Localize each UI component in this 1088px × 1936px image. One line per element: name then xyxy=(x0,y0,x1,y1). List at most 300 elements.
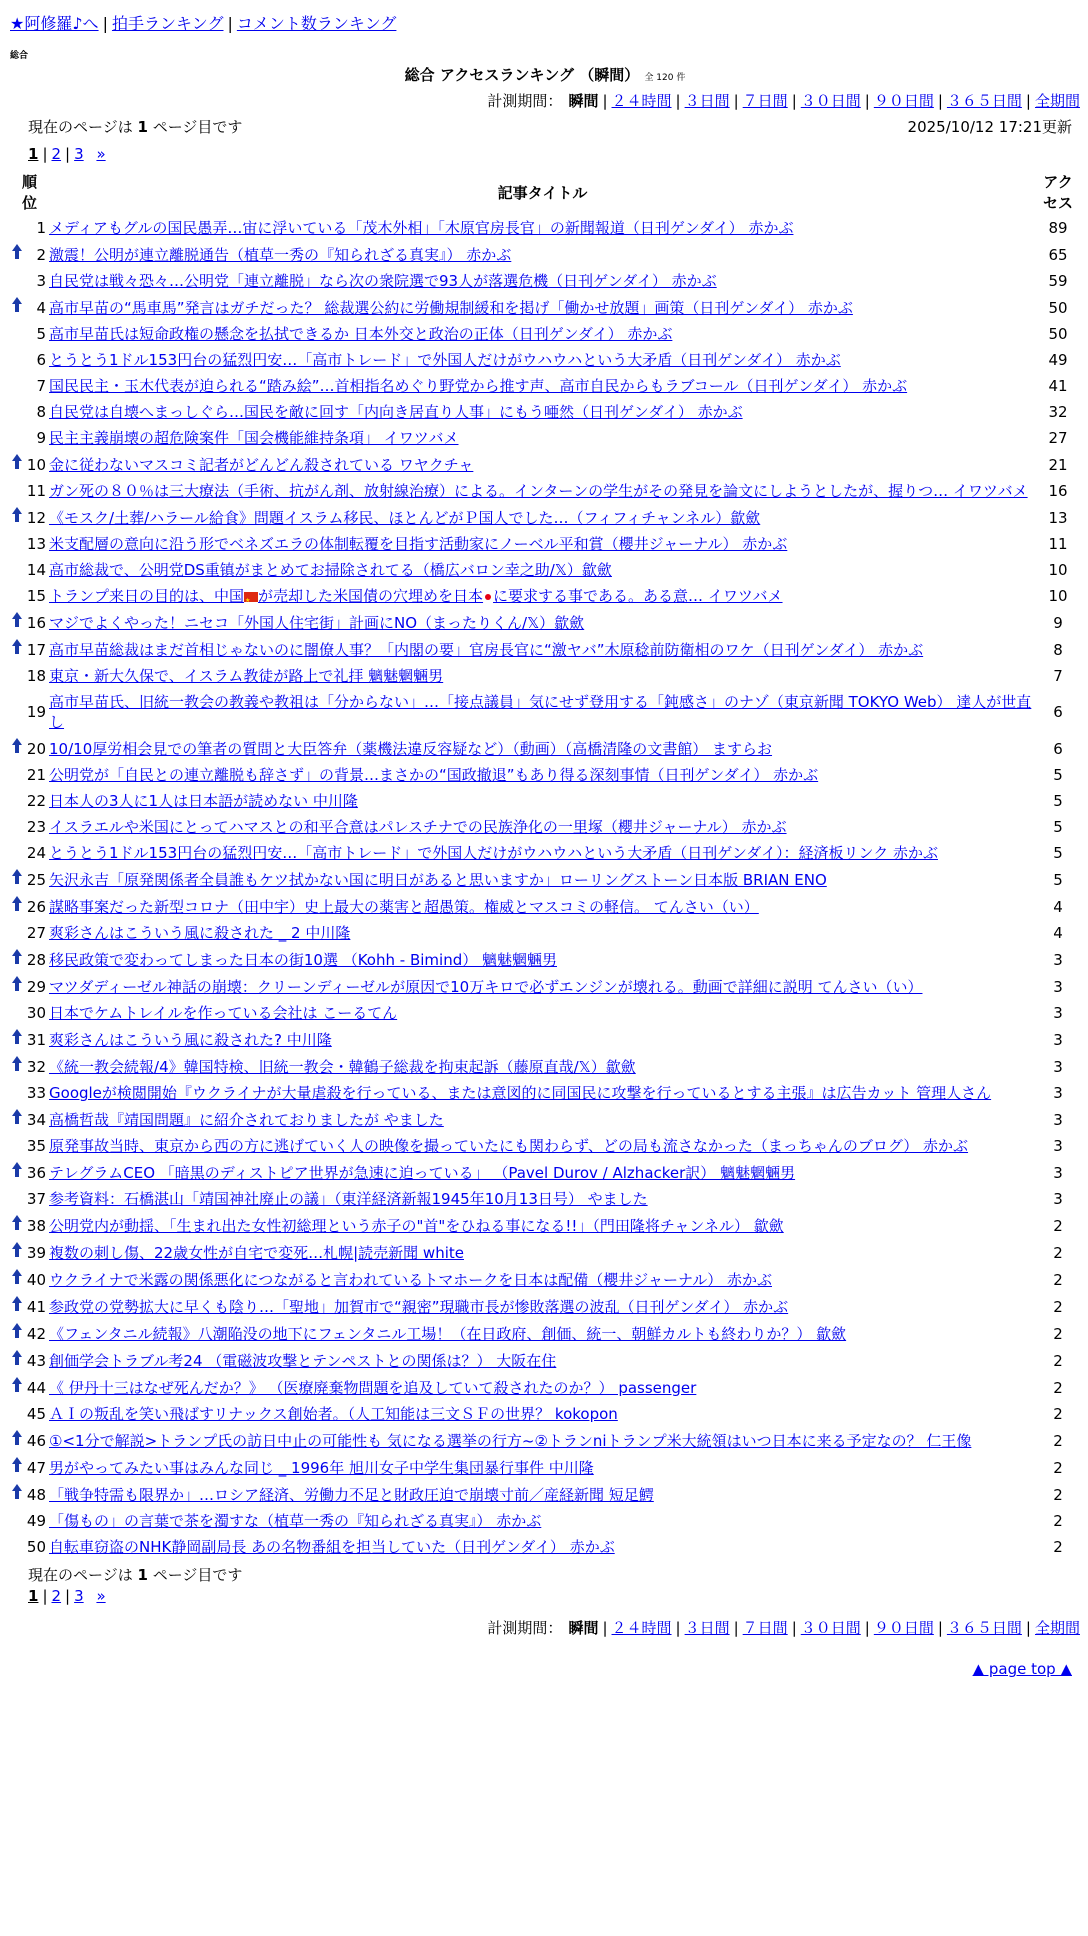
rank-change-cell xyxy=(10,893,24,920)
access-count: 3 xyxy=(1053,1190,1063,1208)
pager-separator xyxy=(88,1587,93,1605)
rank-number: 1 xyxy=(36,219,47,237)
access-count: 2 xyxy=(1053,1512,1063,1530)
table-row xyxy=(10,215,1080,241)
period-current: 瞬間 xyxy=(568,1619,599,1637)
table-row xyxy=(10,920,1080,946)
up-arrow-icon xyxy=(10,1029,24,1045)
table-row xyxy=(10,583,1080,609)
rank-number: 9 xyxy=(36,429,47,447)
table-row xyxy=(10,425,1080,451)
article-link[interactable]: 激震！公明が連立離脱通告（植草一秀の『知られざる真実』） 赤かぶ xyxy=(49,245,512,264)
title-cell xyxy=(49,920,1036,946)
access-count: 2 xyxy=(1053,1485,1063,1504)
article-link[interactable]: 男がやってみたい事はみんな同じ _ 1996年 旭川女子中学生集団暴行事件 中川隆 xyxy=(49,1458,594,1477)
up-arrow-icon xyxy=(10,869,24,885)
article-link[interactable]: 公明党が「自民との連立離脱も辞さず」の背景…まさかの“国政撤退”もあり得る深刻事情（日刊ゲンダイ） 赤かぶ xyxy=(49,766,819,784)
period-separator: | xyxy=(602,1619,608,1637)
rank-change-cell xyxy=(10,1106,24,1133)
top-navigation xyxy=(10,11,1080,34)
pager-bottom xyxy=(28,1587,1080,1605)
table-row xyxy=(10,1508,1080,1534)
up-arrow-icon xyxy=(10,1350,24,1366)
rank-change-cell xyxy=(10,451,24,478)
rank-number: 31 xyxy=(26,1030,47,1049)
title-cell xyxy=(49,663,1036,689)
table-row xyxy=(10,1106,1080,1133)
period-separator: | xyxy=(1025,92,1031,110)
period-separator: | xyxy=(937,92,943,110)
rank-change-cell xyxy=(10,1000,24,1026)
title-cell xyxy=(49,1427,1036,1454)
rank-number: 44 xyxy=(26,1378,47,1397)
access-count: 2 xyxy=(1053,1458,1063,1477)
title-cell xyxy=(49,636,1036,663)
article-link[interactable]: 日本でケムトレイルを作っている会社は こーるてん xyxy=(49,1004,398,1022)
title-cell xyxy=(49,478,1036,504)
title-cell xyxy=(49,1293,1036,1320)
article-link[interactable]: 高橋哲哉『靖国問題』に紹介されておりましたが やました xyxy=(49,1110,444,1129)
title-cell xyxy=(49,1347,1036,1374)
table-row xyxy=(10,1454,1080,1481)
table-row xyxy=(10,946,1080,973)
rank-change-cell xyxy=(10,399,24,425)
up-arrow-icon xyxy=(10,454,24,470)
table-header-row xyxy=(10,169,1080,215)
rank-change-cell xyxy=(10,1508,24,1534)
table-row xyxy=(10,1212,1080,1239)
title-cell xyxy=(49,294,1036,321)
article-link[interactable]: 《モスク/土葬/ハラール給食》問題イスラム移民、ほとんどがＰ国人でした…（フィフィチャンネル）歙歛 xyxy=(49,508,761,527)
pager xyxy=(28,145,1080,163)
rank-change-cell xyxy=(10,636,24,663)
title-cell xyxy=(49,215,1036,241)
rank-number: 45 xyxy=(26,1405,47,1423)
access-count: 2 xyxy=(1053,1378,1063,1397)
title-cell xyxy=(49,504,1036,531)
article-link[interactable]: 国民民主・玉木代表が迫られる“踏み絵”…首相指名めぐり野党から推す声、高市自民からもラブコール（日刊ゲンダイ） 赤かぶ xyxy=(49,377,908,395)
rank-change-cell xyxy=(10,1454,24,1481)
access-count: 10 xyxy=(1048,587,1068,605)
rank-number: 4 xyxy=(36,298,47,317)
pager-separator: | xyxy=(42,1587,48,1605)
access-count: 3 xyxy=(1053,950,1063,969)
rank-number: 20 xyxy=(26,739,47,758)
period-label: 計測期間： xyxy=(487,92,563,110)
article-link[interactable]: ＡＩの叛乱を笑い飛ばすリナックス創始者。（人工知能は三文ＳＦの世界？ kokopon xyxy=(49,1405,618,1423)
up-arrow-icon xyxy=(10,1484,24,1500)
nav-separator: | xyxy=(227,14,233,33)
title-cell xyxy=(49,866,1036,893)
rank-number: 18 xyxy=(26,667,47,685)
article-link[interactable]: 公明党内が動揺、「生まれ出た女性初総理という赤子の"首"をひねる事になる!!」（門田隆将チャンネル） 歙歛 xyxy=(49,1216,784,1235)
article-link[interactable]: 《統一教会続報/4》韓国特検、旧統一教会・韓鶴子総裁を拘束起訴（藤原直哉/𝕏）歙歛 xyxy=(49,1057,636,1076)
period-link[interactable]: ３０日間 xyxy=(800,1619,861,1637)
pager-page-link[interactable]: 3 xyxy=(74,1587,84,1605)
table-row xyxy=(10,1000,1080,1026)
article-link[interactable]: マツダディーゼル神話の崩壊：クリーンディーゼルが原因で10万キロで必ずエンジンが壊れる。動画で詳細に説明 てんさい（い） xyxy=(49,977,923,996)
pager-page-link[interactable]: 3 xyxy=(74,145,84,163)
article-link[interactable]: とうとう1ドル153円台の猛烈円安…「高市トレード」で外国人だけがウハウハという大矛盾（日刊ゲンダイ） 赤かぶ xyxy=(49,351,841,369)
article-link[interactable]: 民主主義崩壊の超危険案件「国会機能維持条項」 イワツバメ xyxy=(49,429,459,447)
ranking-table xyxy=(10,169,1080,1560)
rank-number: 48 xyxy=(26,1485,47,1504)
rank-number: 16 xyxy=(26,613,47,632)
table-row xyxy=(10,241,1080,268)
rank-number: 15 xyxy=(26,587,47,605)
title-cell xyxy=(49,1106,1036,1133)
rank-change-cell xyxy=(10,1481,24,1508)
table-row xyxy=(10,1266,1080,1293)
period-link[interactable]: ９０日間 xyxy=(873,92,934,110)
access-count: 3 xyxy=(1053,1057,1063,1076)
article-link[interactable]: 高市早苗氏は短命政権の懸念を払拭できるか 日本外交と政治の正体（日刊ゲンダイ） 赤かぶ xyxy=(49,325,673,343)
table-row xyxy=(10,399,1080,425)
title-cell xyxy=(49,814,1036,840)
article-link[interactable]: 高市早苗総裁はまだ首相じゃないのに闇僚人事？「内閣の要」官房長官に“激ヤバ”木原稔前防衛相のワケ（日刊ゲンダイ） 赤かぶ xyxy=(49,640,924,659)
pager-separator: | xyxy=(65,1587,71,1605)
title-cell xyxy=(49,973,1036,1000)
article-link[interactable]: 参政党の党勢拡大に早くも陰り…「聖地」加賀市で“親密”現職市長が惨敗落選の波乱（日刊ゲンダイ） 赤かぶ xyxy=(49,1297,789,1316)
title-cell xyxy=(49,893,1036,920)
up-arrow-icon xyxy=(10,244,24,260)
pager-next-link[interactable]: » xyxy=(96,1587,106,1605)
article-link[interactable]: 日本人の3人に1人は日本語が読めない 中川隆 xyxy=(49,792,358,810)
article-link[interactable]: 原発事故当時、東京から西の方に逃げていく人の映像を撮っていたにも関わらず、どの局も流さなかった（まっちゃんのブログ） 赤かぶ xyxy=(49,1137,969,1155)
up-arrow-icon xyxy=(10,1323,24,1339)
access-count: 21 xyxy=(1048,455,1068,474)
access-count: 2 xyxy=(1053,1324,1063,1343)
home-link[interactable]: ★阿修羅♪へ xyxy=(10,14,99,33)
title-cell xyxy=(49,557,1036,583)
table-row xyxy=(10,321,1080,347)
title-cell xyxy=(49,1053,1036,1080)
table-row xyxy=(10,893,1080,920)
title-cell xyxy=(49,1159,1036,1186)
rank-change-cell xyxy=(10,814,24,840)
rank-change-cell xyxy=(10,1401,24,1427)
page-info-suffix: ページ目です xyxy=(152,118,243,136)
up-arrow-icon xyxy=(10,1162,24,1178)
period-current: 瞬間 xyxy=(568,92,599,110)
period-link[interactable]: ２４時間 xyxy=(611,1619,672,1637)
period-separator: | xyxy=(864,1619,870,1637)
rank-change-cell xyxy=(10,920,24,946)
pager-next-link[interactable]: » xyxy=(96,145,106,163)
rank-number: 24 xyxy=(26,844,47,862)
table-row xyxy=(10,373,1080,399)
access-count: 3 xyxy=(1053,1030,1063,1049)
article-link[interactable]: 謀略事案だった新型コロナ（田中宇）史上最大の薬害と超愚策。権威とマスコミの軽信。 てんさい（い） xyxy=(49,897,759,916)
pager-separator: | xyxy=(65,145,71,163)
article-link[interactable]: ウクライナで米露の関係悪化につながると言われているトマホークを日本は配備（櫻井ジャーナル） 赤かぶ xyxy=(49,1270,772,1289)
title-cell xyxy=(49,1133,1036,1159)
access-count: 27 xyxy=(1048,429,1068,447)
article-link[interactable]: 爽彩さんはこういう風に殺された _ 2 中川隆 xyxy=(49,924,351,942)
rank-change-cell xyxy=(10,840,24,866)
rank-number: 38 xyxy=(26,1216,47,1235)
article-link[interactable]: 爽彩さんはこういう風に殺された? 中川隆 xyxy=(49,1030,332,1049)
article-link[interactable]: 米支配層の意向に沿う形でベネズエラの体制転覆を目指す活動家にノーベル平和賞（櫻井ジャーナル） 赤かぶ xyxy=(49,535,788,553)
table-row xyxy=(10,451,1080,478)
rank-change-cell xyxy=(10,531,24,557)
access-count: 65 xyxy=(1048,245,1068,264)
article-link[interactable]: テレグラムCEO 「暗黒のディストピア世界が急速に迫っている」 （Pavel Durov / Alzhacker訳） 魑魅魍魎男 xyxy=(49,1163,796,1182)
table-row xyxy=(10,1347,1080,1374)
up-arrow-icon xyxy=(10,1269,24,1285)
up-arrow-icon xyxy=(10,1457,24,1473)
category-label: 総合 xyxy=(10,51,29,61)
article-link[interactable]: 参考資料：石橋湛山「靖国神社廃止の議」（東洋経済新報1945年10月13日号） やました xyxy=(49,1190,648,1208)
table-row xyxy=(10,1026,1080,1053)
up-arrow-icon xyxy=(10,612,24,628)
table-row xyxy=(10,1133,1080,1159)
rank-change-cell xyxy=(10,478,24,504)
article-link[interactable]: 「傷もの」の言葉で茶を濁すな（植草一秀の『知られざる真実』） 赤かぶ xyxy=(49,1512,542,1530)
period-link[interactable]: ３６５日間 xyxy=(946,92,1022,110)
access-count: 13 xyxy=(1048,508,1068,527)
title-cell xyxy=(49,583,1036,609)
table-row xyxy=(10,294,1080,321)
page-top-link[interactable]: ▲ page top ▲ xyxy=(972,1660,1072,1678)
rank-number: 2 xyxy=(36,245,47,264)
article-link[interactable]: ガン死の８０％は三大療法（手術、抗がん剤、放射線治療）による。インターンの学生がその発見を論文にしようとしたが、握りつ… イワツバメ xyxy=(49,482,1028,500)
table-row xyxy=(10,557,1080,583)
page-info-suffix: ページ目です xyxy=(152,1566,243,1584)
access-count: 2 xyxy=(1053,1297,1063,1316)
title-cell xyxy=(49,689,1036,735)
table-row xyxy=(10,735,1080,762)
rank-number: 11 xyxy=(26,482,47,500)
article-link[interactable]: 東京・新大久保で、イスラム教徒が路上で礼拝 魑魅魍魎男 xyxy=(49,667,444,685)
period-link[interactable]: ７日間 xyxy=(742,1619,788,1637)
article-link[interactable]: 「戦争特需も限界か」…ロシア経済、労働力不足と財政圧迫で崩壊寸前／産経新聞 短足鰐 xyxy=(49,1485,654,1504)
rank-change-cell xyxy=(10,663,24,689)
article-link[interactable]: 移民政策で変わってしまった日本の街10選 （Kohh - Bimind） 魑魅魍魎男 xyxy=(49,950,557,969)
rank-number: 6 xyxy=(36,351,47,369)
table-row xyxy=(10,531,1080,557)
rank-change-cell xyxy=(10,1133,24,1159)
rank-change-cell xyxy=(10,294,24,321)
access-count: 3 xyxy=(1053,1084,1063,1102)
page-title xyxy=(10,64,1080,85)
access-count: 50 xyxy=(1048,298,1068,317)
rank-number: 27 xyxy=(26,924,47,942)
access-count: 3 xyxy=(1053,1110,1063,1129)
clap-ranking-link[interactable]: 拍手ランキング xyxy=(111,14,224,33)
period-link[interactable]: ７日間 xyxy=(742,92,788,110)
table-row xyxy=(10,866,1080,893)
article-link[interactable]: 矢沢永吉「原発関係者全員誰もケツ拭かない国に明日があると思いますか」ローリングストーン日本版 BRIAN ENO xyxy=(49,870,827,889)
rank-number: 8 xyxy=(36,403,47,421)
title-cell xyxy=(49,1508,1036,1534)
article-link[interactable]: 《 伊丹十三はなぜ死んだか？》 （医療廃棄物問題を追及していて殺されたのか？） passenger xyxy=(49,1378,697,1397)
access-count: 89 xyxy=(1048,219,1068,237)
table-row xyxy=(10,1186,1080,1212)
article-link[interactable]: ①<1分で解説>トランプ氏の訪日中止の可能性も 気になる選挙の行方~②トランniトランプ米大統領はいつ日本に来る予定なの？ 仁王像 xyxy=(49,1431,972,1450)
access-count: 5 xyxy=(1053,844,1063,862)
rank-number: 42 xyxy=(26,1324,47,1343)
up-arrow-icon xyxy=(10,976,24,992)
access-count: 2 xyxy=(1053,1243,1063,1262)
article-link[interactable]: 自転車窃盗のNHK静岡副局長 あの名物番組を担当していた（日刊ゲンダイ） 赤かぶ xyxy=(49,1538,615,1556)
period-link[interactable]: ３日間 xyxy=(684,1619,730,1637)
access-count: 6 xyxy=(1053,739,1063,758)
article-link[interactable]: Googleが検閲開始『ウクライナが大量虐殺を行っている、または意図的に同国民に攻撃を行っているとする主張』は広告カット 管理人さん xyxy=(49,1084,992,1102)
rank-number: 23 xyxy=(26,818,47,836)
period-link[interactable]: 全期間 xyxy=(1034,1619,1080,1637)
rank-number: 10 xyxy=(26,455,47,474)
access-count: 5 xyxy=(1053,792,1063,810)
access-count: 50 xyxy=(1048,325,1068,343)
article-link[interactable]: 金に従わないマスコミ記者がどんどん殺されている ワヤクチャ xyxy=(49,455,474,474)
rank-number: 14 xyxy=(26,561,47,579)
rank-change-cell xyxy=(10,1266,24,1293)
period-link[interactable]: ３０日間 xyxy=(800,92,861,110)
access-count: 5 xyxy=(1053,766,1063,784)
rank-number: 13 xyxy=(26,535,47,553)
table-row xyxy=(10,788,1080,814)
rank-change-cell xyxy=(10,735,24,762)
title-cell xyxy=(49,425,1036,451)
article-link[interactable]: 高市早苗氏、旧統一教会の教義や教祖は「分からない」…「接点議員」気にせず登用する「鈍感さ」のナゾ（東京新聞 TOKYO Web） 達人が世直し xyxy=(49,693,1032,731)
period-separator: | xyxy=(733,1619,739,1637)
article-link[interactable]: メディアもグルの国民愚弄…宙に浮いている「茂木外相」「木原官房長官」の新聞報道（日刊ゲンダイ） 赤かぶ xyxy=(49,219,794,237)
rank-number: 7 xyxy=(36,377,47,395)
rank-change-cell xyxy=(10,504,24,531)
rank-change-cell xyxy=(10,762,24,788)
access-count: 5 xyxy=(1053,870,1063,889)
pager-current: 1 xyxy=(28,1587,39,1605)
rank-change-cell xyxy=(10,1347,24,1374)
rank-number: 49 xyxy=(26,1512,47,1530)
up-arrow-icon xyxy=(10,1242,24,1258)
rank-number: 37 xyxy=(26,1190,47,1208)
article-link[interactable]: 自民党は戦々恐々…公明党「連立離脱」なら次の衆院選で93人が落選危機（日刊ゲンダイ） 赤かぶ xyxy=(49,272,717,290)
period-link[interactable]: ２４時間 xyxy=(611,92,672,110)
period-separator: | xyxy=(1025,1619,1031,1637)
access-count: 11 xyxy=(1048,535,1068,553)
page-info-number: 1 xyxy=(137,1566,148,1584)
pager-page-link[interactable]: 2 xyxy=(51,1587,62,1605)
rank-change-cell xyxy=(10,373,24,399)
pager-page-link[interactable]: 2 xyxy=(51,145,62,163)
up-arrow-icon xyxy=(10,1056,24,1072)
title-cell xyxy=(49,1212,1036,1239)
access-count: 49 xyxy=(1048,351,1068,369)
title-cell xyxy=(49,762,1036,788)
up-arrow-icon xyxy=(10,507,24,523)
up-arrow-icon xyxy=(10,1430,24,1446)
article-link[interactable]: 10/10厚労相会見での筆者の質問と大臣答弁（薬機法違反容疑など）（動画）（高橋清隆の文書館） ますらお xyxy=(49,739,773,758)
rank-number: 3 xyxy=(36,272,47,290)
access-count: 5 xyxy=(1053,818,1063,836)
title-cell xyxy=(49,399,1036,425)
title-cell xyxy=(49,735,1036,762)
article-link[interactable]: とうとう1ドル153円台の猛烈円安…「高市トレード」で外国人だけがウハウハという大矛盾（日刊ゲンダイ）：経済板リンク 赤かぶ xyxy=(49,844,938,862)
article-link[interactable]: 高市総裁で、公明党DS重镇がまとめてお掃除されてる（橋広バロン幸之助/𝕏）歙歛 xyxy=(49,561,612,579)
rank-change-cell xyxy=(10,946,24,973)
article-link[interactable]: イスラエルや米国にとってハマスとの和平合意はパレスチナでの民族浄化の一里塚（櫻井ジャーナル） 赤かぶ xyxy=(49,818,787,836)
rank-change-cell xyxy=(10,321,24,347)
rank-change-cell xyxy=(10,689,24,735)
rank-change-cell xyxy=(10,973,24,1000)
title-cell xyxy=(49,1080,1036,1106)
table-row xyxy=(10,814,1080,840)
up-arrow-icon xyxy=(10,949,24,965)
access-count: 10 xyxy=(1048,561,1068,579)
rank-change-cell xyxy=(10,215,24,241)
article-link[interactable]: 創価学会トラブル考24 （電磁波攻撃とテンペストとの関係は？） 大阪在住 xyxy=(49,1351,557,1370)
title-cell xyxy=(49,1026,1036,1053)
table-row xyxy=(10,636,1080,663)
rank-change-cell xyxy=(10,1320,24,1347)
rank-change-cell xyxy=(10,241,24,268)
table-row xyxy=(10,1401,1080,1427)
access-count: 8 xyxy=(1053,640,1063,659)
period-link[interactable]: ３６５日間 xyxy=(946,1619,1022,1637)
comment-ranking-link[interactable]: コメント数ランキング xyxy=(236,14,397,33)
access-count: 9 xyxy=(1053,613,1063,632)
updated-timestamp: 2025/10/12 17:21更新 xyxy=(907,118,1072,136)
rank-number: 29 xyxy=(26,977,47,996)
title-cell xyxy=(49,451,1036,478)
title-cell xyxy=(49,1481,1036,1508)
rank-number: 50 xyxy=(26,1538,47,1556)
up-arrow-icon xyxy=(10,639,24,655)
period-link[interactable]: 全期間 xyxy=(1034,92,1080,110)
item-count: 全 120 件 xyxy=(644,73,686,83)
article-link[interactable]: 複数の刺し傷、22歳女性が自宅で変死…札幌|読売新聞 white xyxy=(49,1243,464,1262)
article-link[interactable]: 《フェンタニル続報》八潮陥没の地下にフェンタニル工場！（在日政府、創価、統一、朝鮮カルトも終わりか？） 歙歛 xyxy=(49,1324,847,1343)
rank-number: 21 xyxy=(26,766,47,784)
article-link[interactable]: トランプ来日の目的は、中国★ が売却した米国債の穴埋めを日本 に要求する事である。ある意… イワツバメ xyxy=(49,587,783,605)
period-link[interactable]: ９０日間 xyxy=(873,1619,934,1637)
rank-number: 19 xyxy=(26,703,47,721)
title-cell xyxy=(49,1266,1036,1293)
access-count: 4 xyxy=(1053,924,1063,942)
up-arrow-icon xyxy=(10,297,24,313)
table-row xyxy=(10,268,1080,294)
up-arrow-icon xyxy=(10,738,24,754)
title-cell xyxy=(49,840,1036,866)
up-arrow-icon xyxy=(10,896,24,912)
access-header: アク セス xyxy=(1042,173,1073,212)
article-link[interactable]: 高市早苗の“馬車馬”発言はガチだった？ 総裁選公約に労働規制緩和を掲げ「働かせ放題」画策（日刊ゲンダイ） 赤かぶ xyxy=(49,298,853,317)
access-count: 2 xyxy=(1053,1431,1063,1450)
rank-number: 17 xyxy=(26,640,47,659)
period-label: 計測期間： xyxy=(487,1619,563,1637)
rank-change-cell xyxy=(10,425,24,451)
period-separator: | xyxy=(675,1619,681,1637)
title-cell xyxy=(49,373,1036,399)
period-link[interactable]: ３日間 xyxy=(684,92,730,110)
rank-change-cell xyxy=(10,583,24,609)
current-page-text xyxy=(28,116,242,137)
up-arrow-icon xyxy=(10,1215,24,1231)
rank-number: 5 xyxy=(36,325,47,343)
title-cell xyxy=(49,609,1036,636)
access-count: 32 xyxy=(1048,403,1068,421)
page-info-bottom xyxy=(28,1564,1080,1585)
table-row xyxy=(10,762,1080,788)
rank-change-cell xyxy=(10,1239,24,1266)
title-cell xyxy=(49,1534,1036,1560)
pager-separator: | xyxy=(42,145,48,163)
table-row xyxy=(10,609,1080,636)
article-link[interactable]: マジでよくやった！ニセコ「外国人住宅街」計画にNO（まったりくん/𝕏）歙歛 xyxy=(49,613,585,632)
article-link[interactable]: 自民党は自壊へまっしぐら…国民を敵に回す「内向き居直り人事」にもう唖然（日刊ゲンダイ） 赤かぶ xyxy=(49,403,743,421)
